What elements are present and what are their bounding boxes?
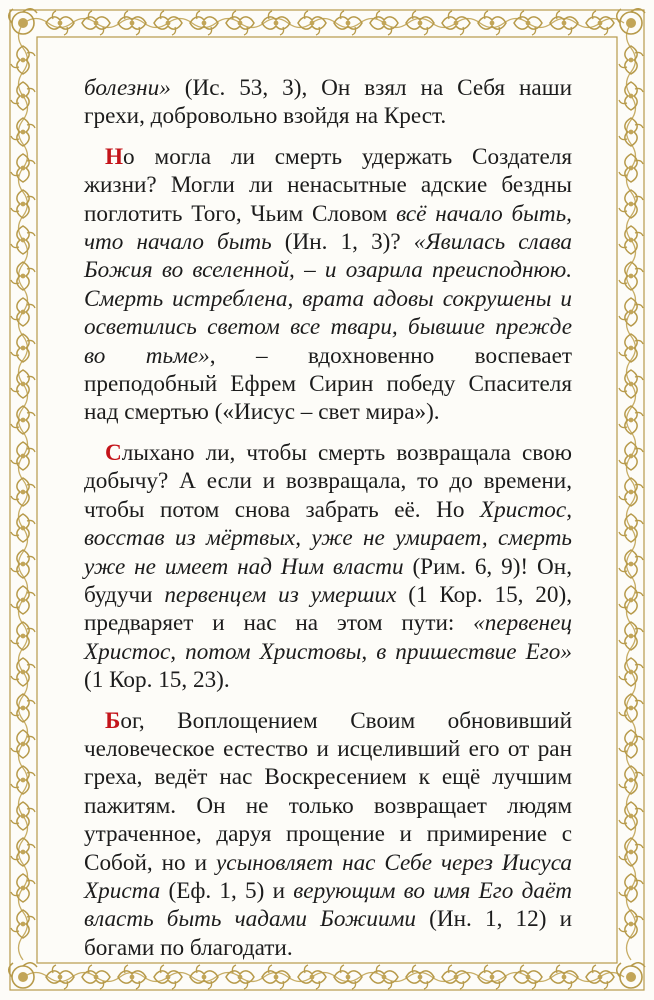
floral-ornament xyxy=(619,694,643,722)
italic-quote-text: «Явилась слава Божия во вселенной, – и озарила преисподнюю. Смерть истреблена, врата адовы сокрушены и осветились светом все твари, бывшие прежде во тьме» xyxy=(84,229,573,369)
floral-ornament xyxy=(11,838,35,866)
body-text: (Рим. 6, 9)! Он, будучи xyxy=(84,553,572,608)
floral-ornament xyxy=(619,658,643,686)
floral-ornament xyxy=(11,478,35,506)
floral-ornament xyxy=(586,11,614,35)
floral-ornament xyxy=(514,11,542,35)
floral-ornament xyxy=(619,46,643,74)
floral-ornament xyxy=(619,622,643,650)
floral-ornament xyxy=(154,11,182,35)
floral-ornament xyxy=(619,478,643,506)
floral-ornament xyxy=(619,910,643,938)
italic-quote-text: «первенец Христос, потом Христовы, в пришествие Его» xyxy=(84,610,572,665)
floral-ornament xyxy=(11,46,35,74)
floral-ornament xyxy=(11,658,35,686)
floral-ornament xyxy=(82,11,110,35)
floral-ornament xyxy=(11,550,35,578)
floral-ornament xyxy=(619,550,643,578)
floral-ornament xyxy=(11,766,35,794)
red-initial-letter: Н xyxy=(105,143,124,170)
floral-ornament xyxy=(11,82,35,110)
floral-ornament xyxy=(298,11,326,35)
floral-ornament xyxy=(586,965,614,989)
floral-ornament xyxy=(11,802,35,830)
floral-ornament xyxy=(550,11,578,35)
italic-quote-text: верующим во имя Его даёт власть быть чадами Божиими xyxy=(84,877,572,933)
floral-ornament xyxy=(619,190,643,218)
body-text: (Еф. 1, 5) и xyxy=(160,877,294,904)
body-text: о могла ли смерть удержать Создателя жизни? Могли ли ненасытные адские бездны поглотить Того, Чьим Словом xyxy=(84,143,572,227)
paragraph xyxy=(84,143,572,427)
paragraph xyxy=(84,74,572,131)
italic-quote-text: Христос, восстав из мёртвых, уже не умирает, смерть уже не имеет над Ним власти xyxy=(84,496,572,580)
text-body xyxy=(84,74,572,974)
floral-ornament xyxy=(118,11,146,35)
floral-ornament xyxy=(46,965,74,989)
body-text: , – вдохновенно воспевает преподобный Ефрем Сирин победу Спасителя над смертью («Иисус – свет мира»). xyxy=(84,342,572,426)
floral-ornament xyxy=(619,874,643,902)
body-text: (Ин. 1, 12) и богами по благодати. xyxy=(84,906,572,961)
floral-ornament xyxy=(11,586,35,614)
floral-ornament xyxy=(619,154,643,182)
floral-ornament xyxy=(619,514,643,542)
paragraph xyxy=(84,707,572,963)
floral-ornament xyxy=(406,11,434,35)
floral-ornament xyxy=(11,154,35,182)
floral-ornament xyxy=(619,370,643,398)
italic-quote-text: усыновляет нас Себе через Иисуса Христа xyxy=(84,849,572,904)
floral-ornament xyxy=(11,730,35,758)
floral-ornament xyxy=(334,11,362,35)
floral-ornament xyxy=(46,11,74,35)
floral-ornament xyxy=(11,406,35,434)
floral-ornament xyxy=(11,226,35,254)
floral-ornament xyxy=(11,874,35,902)
body-text: (1 Кор. 15, 20), предваряет и нас на этом пути: xyxy=(84,581,572,637)
floral-ornament xyxy=(11,442,35,470)
floral-ornament xyxy=(11,334,35,362)
floral-ornament xyxy=(11,262,35,290)
paragraph xyxy=(84,439,572,695)
floral-ornament xyxy=(619,118,643,146)
floral-ornament xyxy=(11,622,35,650)
body-text: (Ин. 1, 3)? xyxy=(271,229,414,256)
floral-ornament xyxy=(619,298,643,326)
body-text: ог, Воплощением Своим обновивший человеческое естество и исцеливший его от ран греха, ведёт нас Воскресением к ещё лучшим пажитям. Он не только возвращает людям утраченное, даруя прощение и примирение с Собой, но и xyxy=(84,707,572,876)
italic-quote-text: всё начало быть, что начало быть xyxy=(84,200,572,256)
floral-ornament xyxy=(619,406,643,434)
floral-ornament xyxy=(11,370,35,398)
floral-ornament xyxy=(11,514,35,542)
body-text: (1 Кор. 15, 23). xyxy=(84,667,230,694)
italic-quote-text: болезни» xyxy=(84,75,171,101)
italic-quote-text: первенцем из умерших xyxy=(164,581,397,608)
body-text: лыхано ли, чтобы смерть возвращала свою добычу? А если и возвращала, то до времени, чтобы потом снова забрать её. Но xyxy=(84,439,572,523)
floral-ornament xyxy=(226,11,254,35)
floral-ornament xyxy=(619,334,643,362)
floral-ornament xyxy=(619,586,643,614)
floral-ornament xyxy=(262,11,290,35)
red-initial-letter: С xyxy=(105,439,122,466)
floral-ornament xyxy=(619,262,643,290)
floral-ornament xyxy=(190,11,218,35)
floral-ornament xyxy=(11,298,35,326)
floral-ornament xyxy=(619,766,643,794)
floral-ornament xyxy=(11,118,35,146)
floral-ornament xyxy=(619,802,643,830)
red-initial-letter: Б xyxy=(105,707,121,734)
floral-ornament xyxy=(619,730,643,758)
body-text: (Ис. 53, 3), Он взял на Себя наши грехи, добровольно взойдя на Крест. xyxy=(84,75,572,130)
floral-ornament xyxy=(370,11,398,35)
floral-ornament xyxy=(619,838,643,866)
floral-ornament xyxy=(619,442,643,470)
floral-ornament xyxy=(11,910,35,938)
floral-ornament xyxy=(619,226,643,254)
floral-ornament xyxy=(619,82,643,110)
floral-ornament xyxy=(11,190,35,218)
floral-ornament xyxy=(442,11,470,35)
floral-ornament xyxy=(478,11,506,35)
floral-ornament xyxy=(11,694,35,722)
